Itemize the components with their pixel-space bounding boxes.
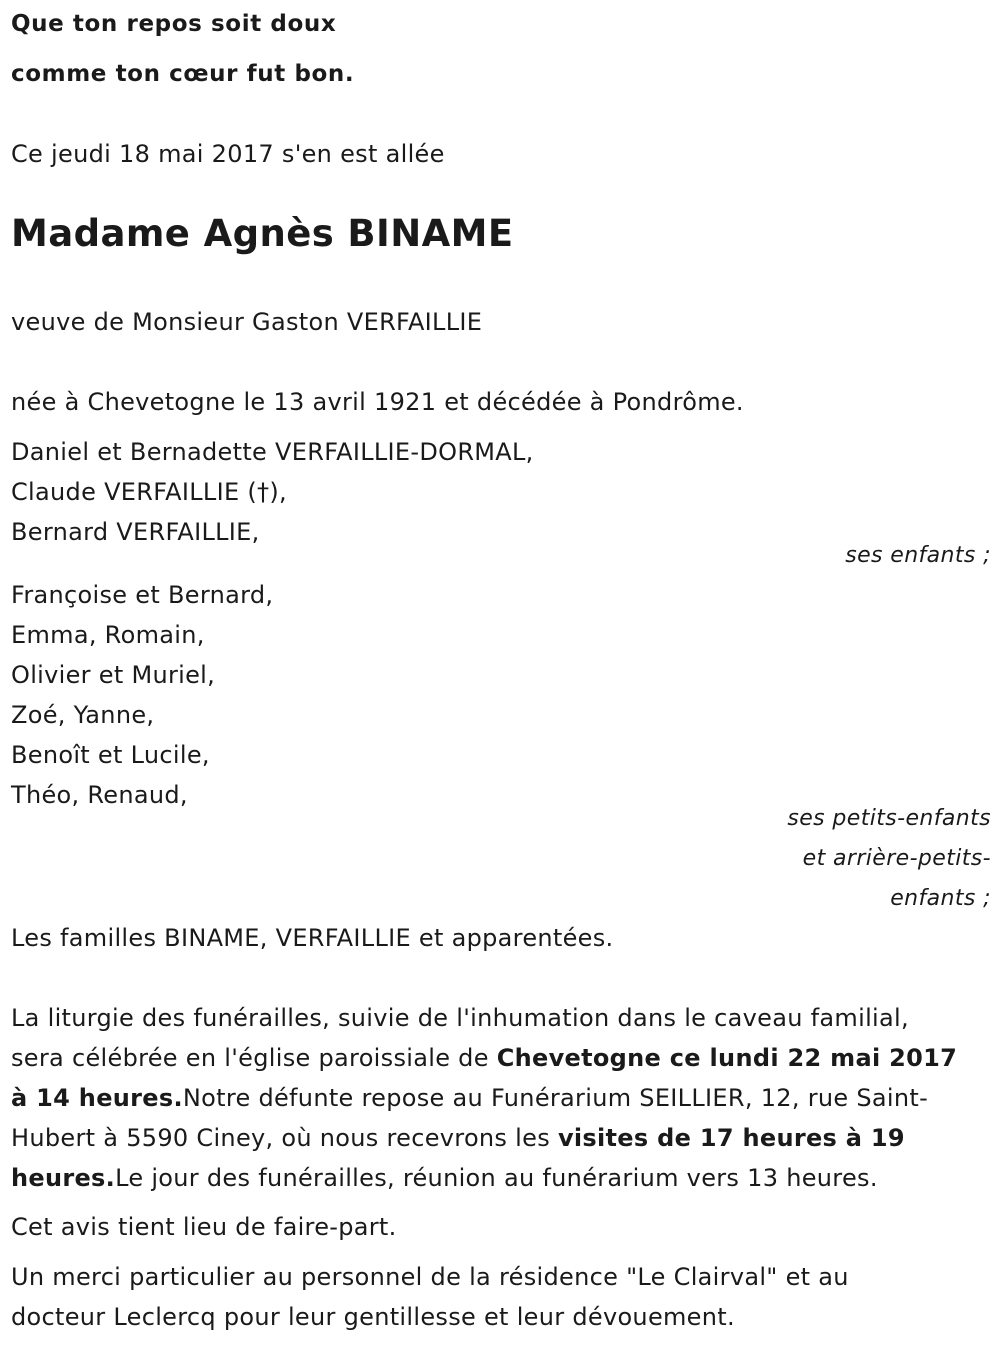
visit-hours: heures. [11, 1164, 116, 1192]
ceremony-text: Le jour des funérailles, réunion au funérarium vers 13 heures. [115, 1164, 878, 1192]
ceremony-time: à 14 heures. [11, 1084, 183, 1112]
ceremony-line [11, 1078, 928, 1118]
ceremony-text: Hubert à 5590 Ciney, où nous recevrons les [11, 1124, 558, 1152]
families-text: Les familles BINAME, VERFAILLIE et apparentées. [11, 924, 614, 952]
birth-death-text: née à Chevetogne le 13 avril 1921 et décédée à Pondrôme. [11, 388, 744, 416]
grandchild-item: Olivier et Muriel, [11, 661, 216, 689]
cross-suffix: ), [269, 478, 287, 506]
ceremony-line [11, 1118, 905, 1158]
grandchildren-role-line: et arrière-petits- [802, 846, 991, 871]
spouse-text: veuve de Monsieur Gaston VERFAILLIE [11, 308, 483, 336]
child-item: Bernard VERFAILLIE, [11, 518, 260, 546]
ceremony-text: Notre défunte repose au Funérarium SEILLIER, 12, rue Saint- [182, 1084, 929, 1112]
verse-line-2: comme ton cœur fut bon. [11, 61, 355, 87]
thanks-line: Un merci particulier au personnel de la résidence "Le Clairval" et au [11, 1263, 849, 1291]
deceased-name: Madame Agnès BINAME [11, 212, 514, 255]
thanks-line: docteur Leclercq pour leur gentillesse et leur dévouement. [11, 1303, 735, 1331]
visit-hours: visites de 17 heures à 19 [557, 1124, 905, 1152]
grandchild-item: Françoise et Bernard, [11, 581, 274, 609]
ceremony-text: sera célébrée en l'église paroissiale de [11, 1044, 497, 1072]
grandchildren-role-line: ses petits-enfants [787, 806, 991, 831]
children-role: ses enfants ; [845, 543, 991, 568]
ceremony-line: La liturgie des funérailles, suivie de l'inhumation dans le caveau familial, [11, 1004, 909, 1032]
grandchild-item: Emma, Romain, [11, 621, 205, 649]
intro-text: Ce jeudi 18 mai 2017 s'en est allée [11, 140, 445, 168]
grandchild-item: Théo, Renaud, [11, 781, 188, 809]
cross-icon: † [257, 478, 270, 506]
child-item [11, 472, 287, 512]
child-name: Claude VERFAILLIE ( [11, 478, 258, 506]
ceremony-date: Chevetogne ce lundi 22 mai 2017 [496, 1044, 958, 1072]
grandchild-item: Benoît et Lucile, [11, 741, 210, 769]
verse-line-1: Que ton repos soit doux [11, 11, 337, 37]
ceremony-line [11, 1158, 878, 1198]
ceremony-line [11, 1038, 957, 1078]
grandchildren-role-line: enfants ; [890, 886, 991, 911]
notice-text: Cet avis tient lieu de faire-part. [11, 1213, 397, 1241]
grandchild-item: Zoé, Yanne, [11, 701, 155, 729]
child-item: Daniel et Bernadette VERFAILLIE-DORMAL, [11, 438, 534, 466]
